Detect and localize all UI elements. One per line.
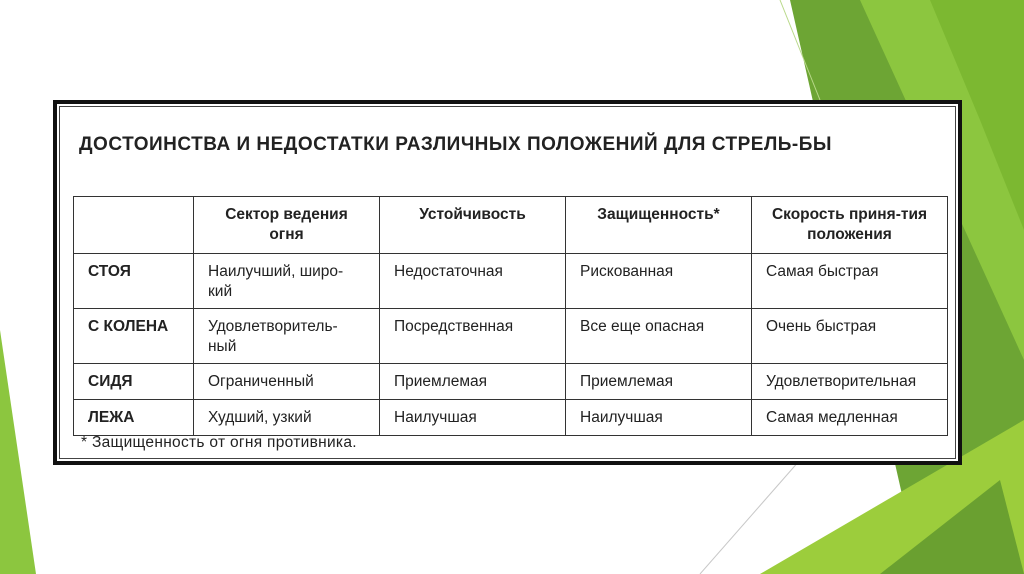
thin-divider-line-bottom	[700, 460, 800, 574]
table-header-row	[74, 197, 948, 254]
table-cell: Наилучшая	[380, 400, 566, 436]
table-cell: Самая медленная	[752, 400, 948, 436]
table-row	[74, 364, 948, 400]
table-cell: Самая быстрая	[752, 254, 948, 309]
table-cell: Наилучший, широ-кий	[194, 254, 380, 309]
header-cell: Сектор ведения огня	[194, 197, 380, 254]
row-header-cell: СТОЯ	[74, 254, 194, 309]
table-row	[74, 254, 948, 309]
table-cell: Посредственная	[380, 309, 566, 364]
comparison-table	[73, 196, 948, 436]
table-frame	[53, 100, 962, 465]
header-cell	[74, 197, 194, 254]
table-cell: Приемлемая	[380, 364, 566, 400]
header-cell: Скорость приня-тия положения	[752, 197, 948, 254]
table-row	[74, 400, 948, 436]
row-header-cell: С КОЛЕНА	[74, 309, 194, 364]
table-cell: Рискованная	[566, 254, 752, 309]
table-cell: Удовлетворительная	[752, 364, 948, 400]
footnote: * Защищенность от огня противника.	[81, 434, 357, 451]
table-cell: Удовлетворитель-ный	[194, 309, 380, 364]
header-cell: Устойчивость	[380, 197, 566, 254]
row-header-cell: ЛЕЖА	[74, 400, 194, 436]
row-header-cell: СИДЯ	[74, 364, 194, 400]
header-cell: Защищенность*	[566, 197, 752, 254]
table-cell: Наилучшая	[566, 400, 752, 436]
table-cell: Ограниченный	[194, 364, 380, 400]
left-green-sliver	[0, 330, 36, 574]
table-cell: Приемлемая	[566, 364, 752, 400]
table-cell: Недостаточная	[380, 254, 566, 309]
table-cell: Худший, узкий	[194, 400, 380, 436]
table-row	[74, 309, 948, 364]
page-title: ДОСТОИНСТВА И НЕДОСТАТКИ РАЗЛИЧНЫХ ПОЛОЖЕНИЙ ДЛЯ СТРЕЛЬ-БЫ	[79, 134, 833, 155]
table-cell: Очень быстрая	[752, 309, 948, 364]
table-cell: Все еще опасная	[566, 309, 752, 364]
